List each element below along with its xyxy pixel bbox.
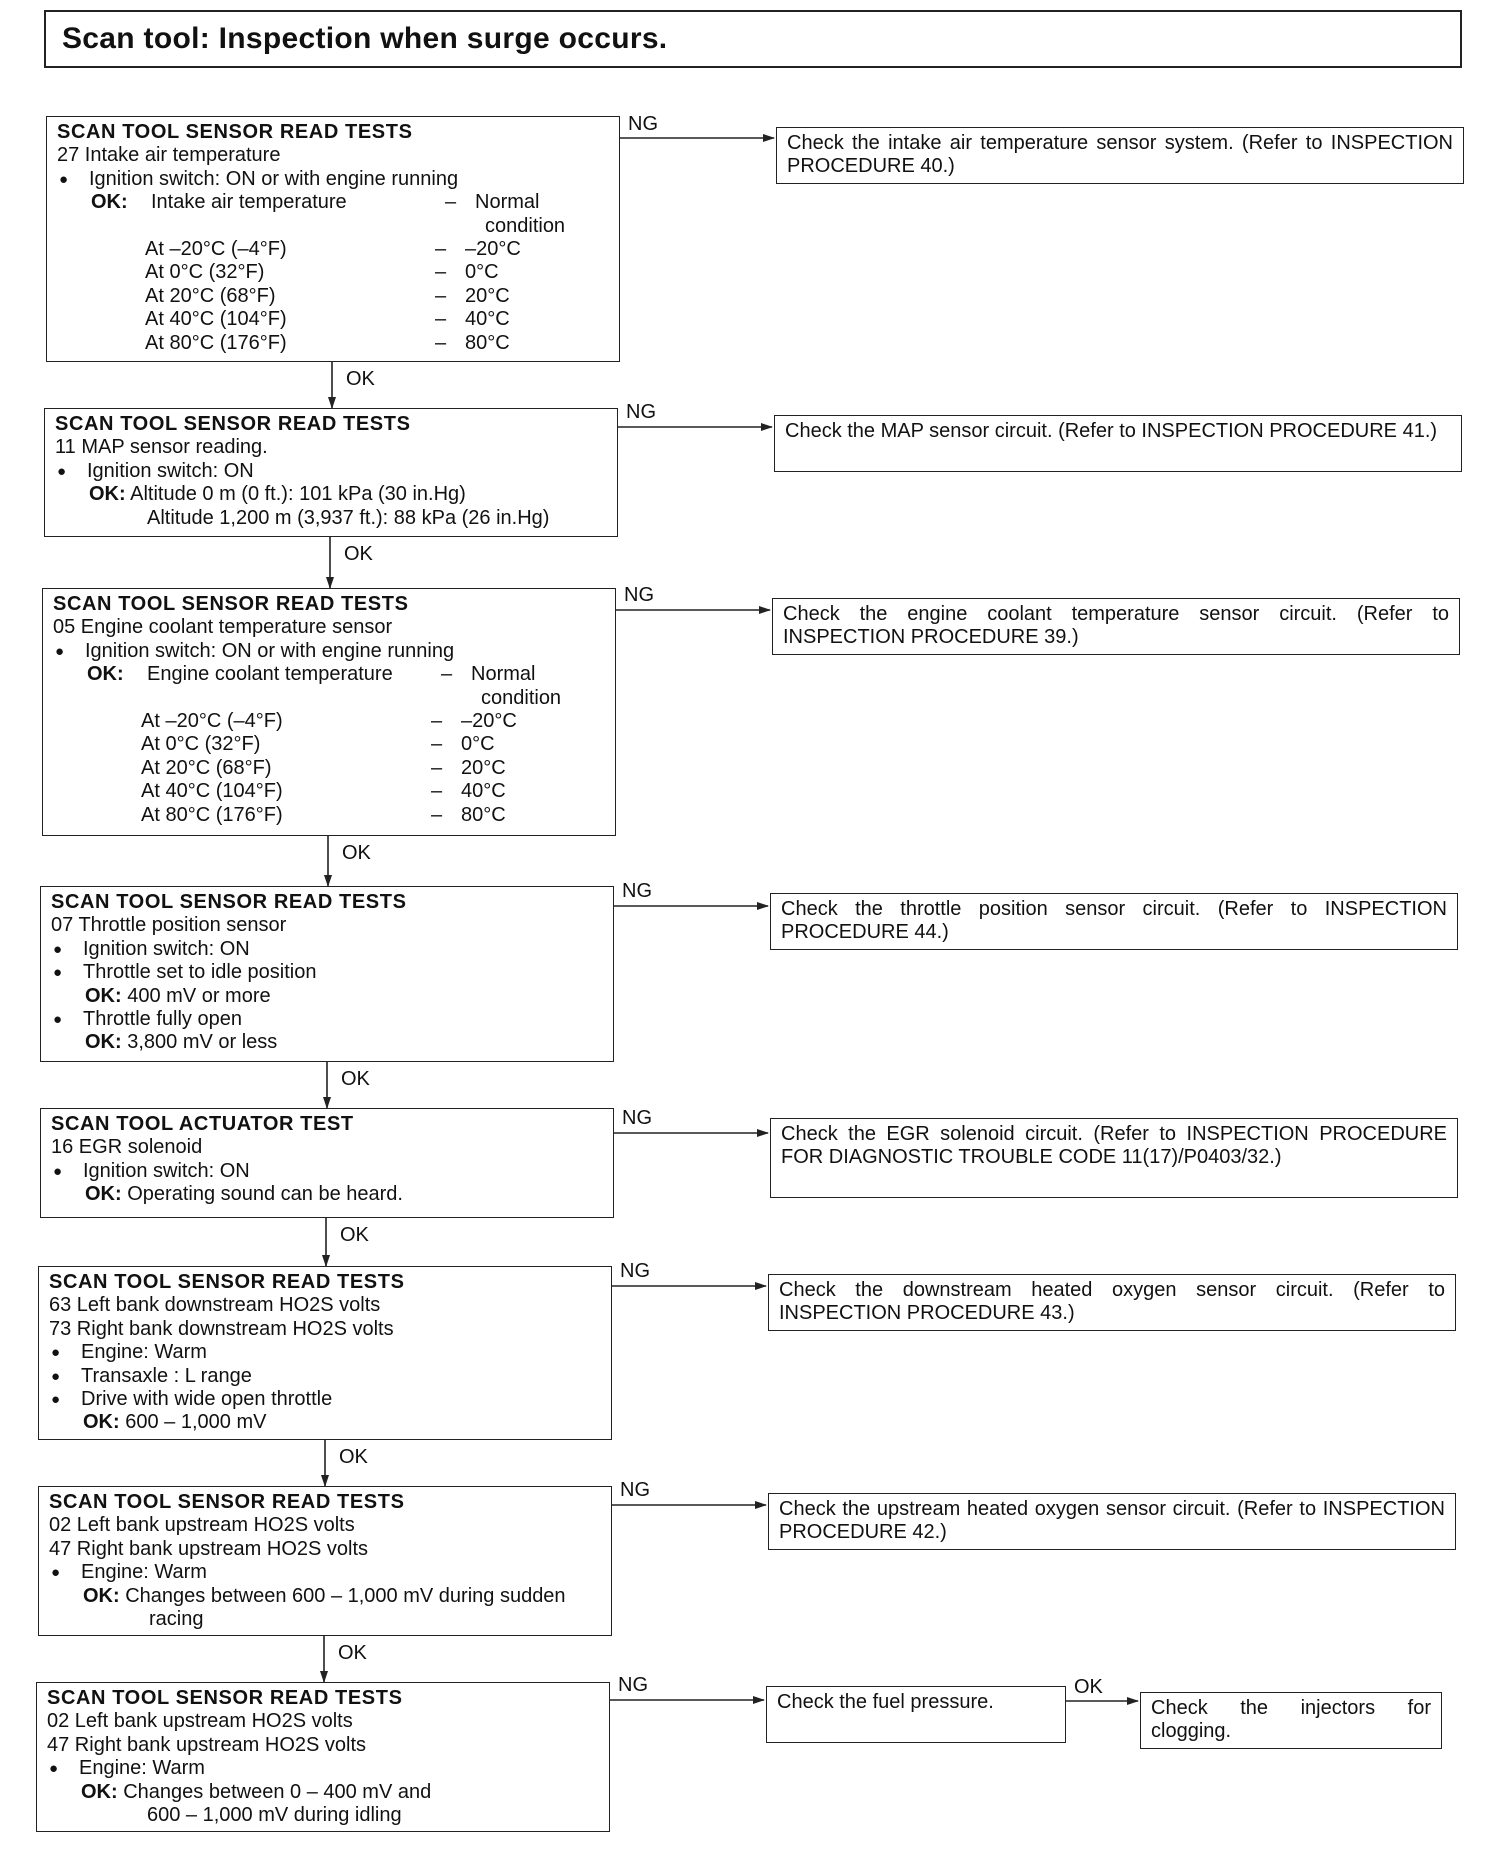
- step-item: 07 Throttle position sensor: [51, 914, 287, 937]
- ok-value: Operating sound can be heard.: [127, 1183, 403, 1206]
- condition-value: 20°C: [461, 756, 506, 779]
- step-bullet: ● Engine: Warm: [49, 1341, 601, 1364]
- condition-value: 20°C: [465, 284, 510, 307]
- ok-line: Altitude 1,200 m (3,937 ft.): 88 kPa (26 in.Hg): [147, 506, 550, 529]
- ok-label-3: OK: [342, 842, 371, 864]
- condition-value: –20°C: [465, 238, 521, 261]
- ok-criteria: [51, 985, 603, 1008]
- step-bullet: ● Engine: Warm: [49, 1561, 601, 1584]
- condition-row: At 80°C (176°F) – 80°C: [145, 331, 510, 354]
- ng-result-1: Check the intake air temperature sensor system. (Refer to INSPECTION PROCEDURE 40.): [776, 127, 1464, 184]
- step-item: 02 Left bank upstream HO2S volts: [47, 1710, 353, 1733]
- condition-label: At –20°C (–4°F): [141, 710, 283, 733]
- ok-criteria: [47, 1781, 599, 1804]
- condition-value: 40°C: [461, 780, 506, 803]
- condition-value: 80°C: [461, 803, 506, 826]
- condition-label: At 40°C (104°F): [145, 308, 287, 331]
- ng-label-5: NG: [622, 1107, 652, 1129]
- ok-line: 600 – 1,000 mV during idling: [147, 1804, 402, 1827]
- ng-label-6: NG: [620, 1260, 650, 1282]
- condition-label: At 80°C (176°F): [145, 331, 287, 354]
- ok-criteria: [49, 1411, 601, 1434]
- step-item: 27 Intake air temperature: [57, 144, 281, 167]
- ng-result-2: Check the MAP sensor circuit. (Refer to INSPECTION PROCEDURE 41.): [774, 415, 1462, 472]
- ng-result-4: Check the throttle position sensor circuit. (Refer to INSPECTION PROCEDURE 44.): [770, 893, 1458, 950]
- ng-result-3: Check the engine coolant temperature sensor circuit. (Refer to INSPECTION PROCEDURE 39.): [772, 598, 1460, 655]
- ok-prefix: OK:: [91, 191, 128, 214]
- condition-label: At 20°C (68°F): [141, 756, 272, 779]
- step-header: SCAN TOOL SENSOR READ TESTS: [49, 1491, 405, 1513]
- condition-row: At 20°C (68°F) – 20°C: [141, 756, 506, 779]
- condition-value: –20°C: [461, 710, 517, 733]
- condition-value: 0°C: [461, 733, 495, 756]
- step-header: SCAN TOOL SENSOR READ TESTS: [53, 593, 409, 615]
- ok-value: Normal: [471, 663, 536, 686]
- condition-label: At 0°C (32°F): [141, 733, 261, 756]
- step-header: SCAN TOOL SENSOR READ TESTS: [55, 413, 411, 435]
- condition-row: At 0°C (32°F) – 0°C: [141, 733, 495, 756]
- ok-value-cont: condition: [485, 214, 566, 237]
- ok-label: Intake air temperature: [151, 191, 347, 214]
- ng-result-7: Check the upstream heated oxygen sensor circuit. (Refer to INSPECTION PROCEDURE 42.): [768, 1493, 1456, 1550]
- ok-line: Changes between 0 – 400 mV and: [123, 1780, 432, 1803]
- step-bullet: ● Transaxle : L range: [49, 1365, 601, 1388]
- step-item: 47 Right bank upstream HO2S volts: [49, 1537, 369, 1560]
- ok-prefix: OK:: [85, 1183, 122, 1206]
- step-item: 16 EGR solenoid: [51, 1136, 203, 1159]
- condition-row: At –20°C (–4°F) – –20°C: [145, 238, 521, 261]
- step-bullet: ● Ignition switch: ON: [55, 460, 607, 483]
- condition-row: At 80°C (176°F) – 80°C: [141, 803, 506, 826]
- ok-label-7: OK: [338, 1642, 367, 1664]
- step-item: 02 Left bank upstream HO2S volts: [49, 1514, 355, 1537]
- condition-label: At 20°C (68°F): [145, 284, 276, 307]
- step-bullet: ● Ignition switch: ON: [51, 938, 603, 961]
- step-bullet: ● Ignition switch: ON: [51, 1160, 603, 1183]
- step-header: SCAN TOOL SENSOR READ TESTS: [47, 1687, 403, 1709]
- step-box-3: [42, 588, 616, 836]
- condition-value: 80°C: [465, 331, 510, 354]
- ok-criteria: [51, 1183, 603, 1206]
- ok-line: Altitude 0 m (0 ft.): 101 kPa (30 in.Hg): [130, 483, 466, 506]
- condition-label: At 80°C (176°F): [141, 803, 283, 826]
- step-bullet: ● Drive with wide open throttle: [49, 1388, 601, 1411]
- ng-label-8: NG: [618, 1674, 648, 1696]
- step-item: 63 Left bank downstream HO2S volts: [49, 1294, 381, 1317]
- ng-result-8: Check the fuel pressure.: [766, 1686, 1066, 1743]
- condition-value: 40°C: [465, 308, 510, 331]
- condition-label: At 0°C (32°F): [145, 261, 265, 284]
- condition-row: At 40°C (104°F) – 40°C: [145, 308, 510, 331]
- ok-criteria: [49, 1585, 601, 1608]
- ok-criteria: [55, 483, 607, 506]
- step-header: SCAN TOOL ACTUATOR TEST: [51, 1113, 354, 1135]
- condition-row: At 40°C (104°F) – 40°C: [141, 780, 506, 803]
- ng-label-3: NG: [624, 584, 654, 606]
- ok-label-2: OK: [344, 543, 373, 565]
- step-box-8: [36, 1682, 610, 1832]
- condition-label: At 40°C (104°F): [141, 780, 283, 803]
- page-title: Scan tool: Inspection when surge occurs.: [44, 10, 1462, 68]
- ok-criteria: [51, 1031, 603, 1054]
- ok-label-6: OK: [339, 1446, 368, 1468]
- ok-prefix: OK:: [89, 483, 126, 506]
- step-bullet: ● Ignition switch: ON or with engine running: [57, 168, 609, 191]
- step-item: 11 MAP sensor reading.: [55, 436, 268, 459]
- step-header: SCAN TOOL SENSOR READ TESTS: [51, 891, 407, 913]
- condition-value: 0°C: [465, 261, 499, 284]
- ok-prefix: OK:: [83, 1411, 120, 1434]
- ok-value: 600 – 1,000 mV: [125, 1411, 267, 1434]
- ng-label-4: NG: [622, 880, 652, 902]
- ok-label-1: OK: [346, 368, 375, 390]
- ok-line: racing: [149, 1608, 204, 1631]
- ng-label-2: NG: [626, 401, 656, 423]
- condition-row: At 0°C (32°F) – 0°C: [145, 261, 499, 284]
- step-box-1: [46, 116, 620, 362]
- condition-row: At 20°C (68°F) – 20°C: [145, 284, 510, 307]
- step-bullet: ● Throttle fully open: [51, 1008, 603, 1031]
- step-box-2: [44, 408, 618, 537]
- step-box-7: [38, 1486, 612, 1636]
- ok-criteria: OK: Intake air temperature – Normal: [91, 191, 540, 214]
- ok-prefix: OK:: [81, 1780, 118, 1803]
- ok-criteria: OK: Engine coolant temperature – Normal: [87, 663, 536, 686]
- step-bullet: ● Ignition switch: ON or with engine running: [53, 640, 605, 663]
- ok-line: Changes between 600 – 1,000 mV during sudden: [125, 1584, 566, 1607]
- ok-prefix: OK:: [85, 1031, 122, 1054]
- ok-value-cont: condition: [481, 686, 562, 709]
- step-item: 73 Right bank downstream HO2S volts: [49, 1317, 394, 1340]
- ok-result-final: Check the injectors for clogging.: [1140, 1692, 1442, 1749]
- ok-prefix: OK:: [85, 984, 122, 1007]
- condition-row: At –20°C (–4°F) – –20°C: [141, 710, 517, 733]
- ok-prefix: OK:: [87, 663, 124, 686]
- ok-label-5: OK: [340, 1224, 369, 1246]
- ok-label-final: OK: [1074, 1676, 1103, 1698]
- step-item: 05 Engine coolant temperature sensor: [53, 616, 393, 639]
- ng-result-5: Check the EGR solenoid circuit. (Refer to INSPECTION PROCEDURE FOR DIAGNOSTIC TROUBLE CODE 11(17)/P0403/32.): [770, 1118, 1458, 1198]
- ok-value: Normal: [475, 191, 540, 214]
- step-header: SCAN TOOL SENSOR READ TESTS: [57, 121, 413, 143]
- step-box-5: [40, 1108, 614, 1218]
- ok-label-4: OK: [341, 1068, 370, 1090]
- ok-value: 400 mV or more: [127, 984, 271, 1007]
- step-box-6: [38, 1266, 612, 1440]
- ok-value: 3,800 mV or less: [127, 1031, 278, 1054]
- step-item: 47 Right bank upstream HO2S volts: [47, 1733, 367, 1756]
- ok-label: Engine coolant temperature: [147, 663, 393, 686]
- ng-result-6: Check the downstream heated oxygen sensor circuit. (Refer to INSPECTION PROCEDURE 43.): [768, 1274, 1456, 1331]
- step-bullet: ● Engine: Warm: [47, 1757, 599, 1780]
- step-bullet: ● Throttle set to idle position: [51, 961, 603, 984]
- step-box-4: [40, 886, 614, 1062]
- ng-label-1: NG: [628, 113, 658, 135]
- step-header: SCAN TOOL SENSOR READ TESTS: [49, 1271, 405, 1293]
- ok-prefix: OK:: [83, 1584, 120, 1607]
- ng-label-7: NG: [620, 1479, 650, 1501]
- condition-label: At –20°C (–4°F): [145, 238, 287, 261]
